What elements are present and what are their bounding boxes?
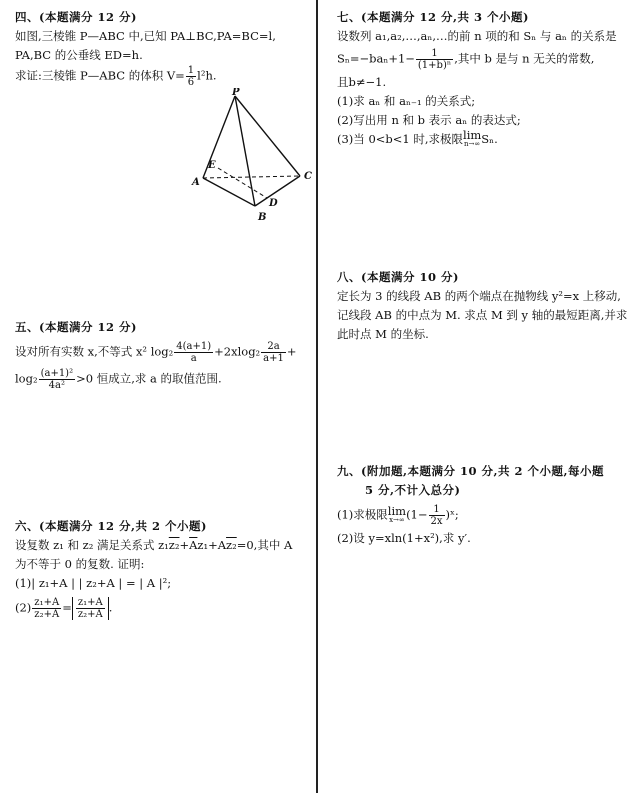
question-4-fraction (186, 65, 196, 88)
question-7-line-2 (337, 48, 617, 71)
label-e: E (208, 160, 216, 171)
question-8-line-2: 记线段 AB 的中点为 M. 求点 M 到 y 轴的最短距离,并求 (337, 308, 628, 322)
question-6-heading: 六、(本题满分 12 分,共 2 个小题) (15, 519, 207, 533)
edge-ac-hidden (203, 176, 300, 178)
limit-symbol: lim (387, 503, 407, 518)
question-7-line-1: 设数列 a₁,a₂,…,aₙ,…的前 n 项的和 Sₙ 与 aₙ 的关系是 (337, 29, 617, 43)
question-9 (337, 462, 604, 548)
plus-sign: + (179, 538, 190, 552)
question-4 (15, 8, 276, 88)
fraction-denominator: 2x (430, 516, 443, 527)
question-9-part-1-open: (1− (406, 507, 428, 522)
question-8-line-3: 此时点 M 的坐标. (337, 327, 429, 341)
fraction-numerator: 1 (429, 504, 445, 516)
question-4-line-3-start: 求证:三棱锥 P—ABC 的体积 V= (15, 68, 185, 83)
question-4-heading: 四、(本题满分 12 分) (15, 10, 137, 24)
question-6-line-2: 为不等于 0 的复数. 证明: (15, 557, 145, 571)
question-4-line-1: 如图,三棱锥 P—ABC 中,已知 PA⊥BC,PA=BC=l, (15, 29, 276, 43)
fraction-numerator: (a+1)² (40, 368, 74, 379)
question-8-heading: 八、(本题满分 10 分) (337, 270, 459, 284)
question-7-part-2: (2)写出用 n 和 b 表示 aₙ 的表达式; (337, 113, 521, 127)
question-7-heading: 七、(本题满分 12 分,共 3 个小题) (337, 10, 529, 24)
conjugate-z2: z₂ (168, 538, 180, 552)
fraction-numerator: 4(a+1) (176, 341, 212, 352)
question-7-line-2-start: Sₙ=−baₙ+1− (337, 51, 415, 66)
fraction-denominator: 4a² (48, 380, 65, 391)
question-6-line-1-end: =0,其中 A (236, 538, 293, 552)
question-6-fraction-left (32, 597, 61, 620)
question-5-line-1-end: + (286, 344, 297, 359)
conjugate-a: $\overline{A}$ (189, 538, 198, 552)
question-7-part-3 (337, 130, 617, 149)
question-5-line-2 (15, 368, 297, 391)
question-7-fraction (416, 48, 453, 71)
edge-pb (235, 96, 255, 206)
question-7-line-3: 且b≠−1. (337, 75, 387, 89)
fraction-numerator: 1 (416, 48, 453, 60)
question-5-fraction-3 (39, 368, 76, 391)
question-6-fraction-right (76, 597, 105, 620)
fraction-numerator: 2a (261, 341, 286, 353)
question-6-part-2 (15, 597, 292, 620)
question-6-line-1 (15, 536, 292, 555)
question-5-line-1-mid: +2xlog₂ (214, 344, 261, 359)
fraction-numerator: 1 (187, 65, 195, 76)
limit-subscript: n→∞ (464, 140, 481, 148)
question-6-part-1: (1)| z₁+A | | z₂+A | = | A |²; (15, 576, 172, 590)
question-9-part-1 (337, 504, 604, 527)
question-6-line-1-start: 设复数 z₁ 和 z₂ 满足关系式 z₁ (15, 538, 169, 552)
question-5-heading: 五、(本题满分 12 分) (15, 320, 137, 334)
fraction-denominator: z₂+A (34, 609, 60, 620)
limit-notation (387, 503, 407, 525)
question-4-line-3 (15, 65, 276, 88)
tetrahedron-figure (190, 88, 330, 228)
limit-symbol: lim (463, 128, 482, 142)
limit-notation (463, 128, 482, 149)
equals-sign: = (62, 600, 72, 615)
fraction-numerator: z₁+A (34, 597, 60, 608)
edge-ab (203, 178, 255, 206)
question-7-part-3-start: (3)当 0<b<1 时,求极限 (337, 132, 464, 146)
limit-subscript: x→∞ (389, 515, 405, 524)
fraction-denominator: a+1 (263, 353, 284, 364)
question-6 (15, 517, 292, 620)
question-4-line-3-end: l²h. (197, 68, 217, 83)
question-4-line-2: PA,BC 的公垂线 ED=h. (15, 48, 143, 62)
period: . (108, 600, 113, 615)
question-7-line-2-end: ,其中 b 是与 n 无关的常数, (454, 51, 595, 66)
question-8-line-1: 定长为 3 的线段 AB 的两个端点在抛物线 y²=x 上移动, (337, 289, 621, 303)
question-7-part-3-end: Sₙ. (481, 132, 498, 146)
question-5-line-1-start: 设对所有实数 x,不等式 x² log₂ (15, 344, 174, 359)
question-9-heading-line-1: 九、(附加题,本题满分 10 分,共 2 个小题,每小题 (337, 464, 604, 478)
label-b: B (258, 212, 267, 223)
label-c: C (304, 171, 312, 182)
absolute-value (72, 597, 109, 620)
question-8 (337, 268, 627, 344)
question-5-line-2-start: log₂ (15, 371, 38, 386)
label-p: P (232, 88, 240, 98)
fraction-denominator: 6 (187, 77, 195, 88)
question-5-fraction-1 (174, 341, 213, 364)
question-5-line-1 (15, 341, 297, 364)
question-6-part-2-label: (2) (15, 600, 32, 615)
question-6-line-1-mid: z₁+A (197, 538, 227, 552)
question-5 (15, 318, 297, 391)
question-5-line-2-end: >0 恒成立,求 a 的取值范围. (76, 371, 222, 386)
question-9-part-1-start: (1)求极限 (337, 507, 388, 522)
common-perpendicular-ed (218, 168, 267, 198)
label-d: D (269, 198, 278, 209)
question-7-part-1: (1)求 aₙ 和 aₙ₋₁ 的关系式; (337, 94, 476, 108)
fraction-numerator: z₁+A (77, 597, 103, 608)
question-9-part-1-end: )ˣ; (445, 507, 459, 522)
edge-pc (235, 96, 300, 176)
conjugate-z2-second: z₂ (226, 538, 237, 552)
question-9-heading-line-2: 5 分,不计入总分) (365, 483, 461, 497)
question-5-fraction-2 (261, 341, 286, 364)
fraction-denominator: z₂+A (77, 609, 103, 620)
question-9-part-2: (2)设 y=xln(1+x²),求 y′. (337, 531, 471, 545)
fraction-denominator: a (190, 353, 197, 364)
fraction-denominator: (1+b)ⁿ (417, 60, 452, 71)
label-a: A (192, 177, 200, 188)
question-9-fraction (429, 504, 445, 527)
question-7 (337, 8, 617, 149)
